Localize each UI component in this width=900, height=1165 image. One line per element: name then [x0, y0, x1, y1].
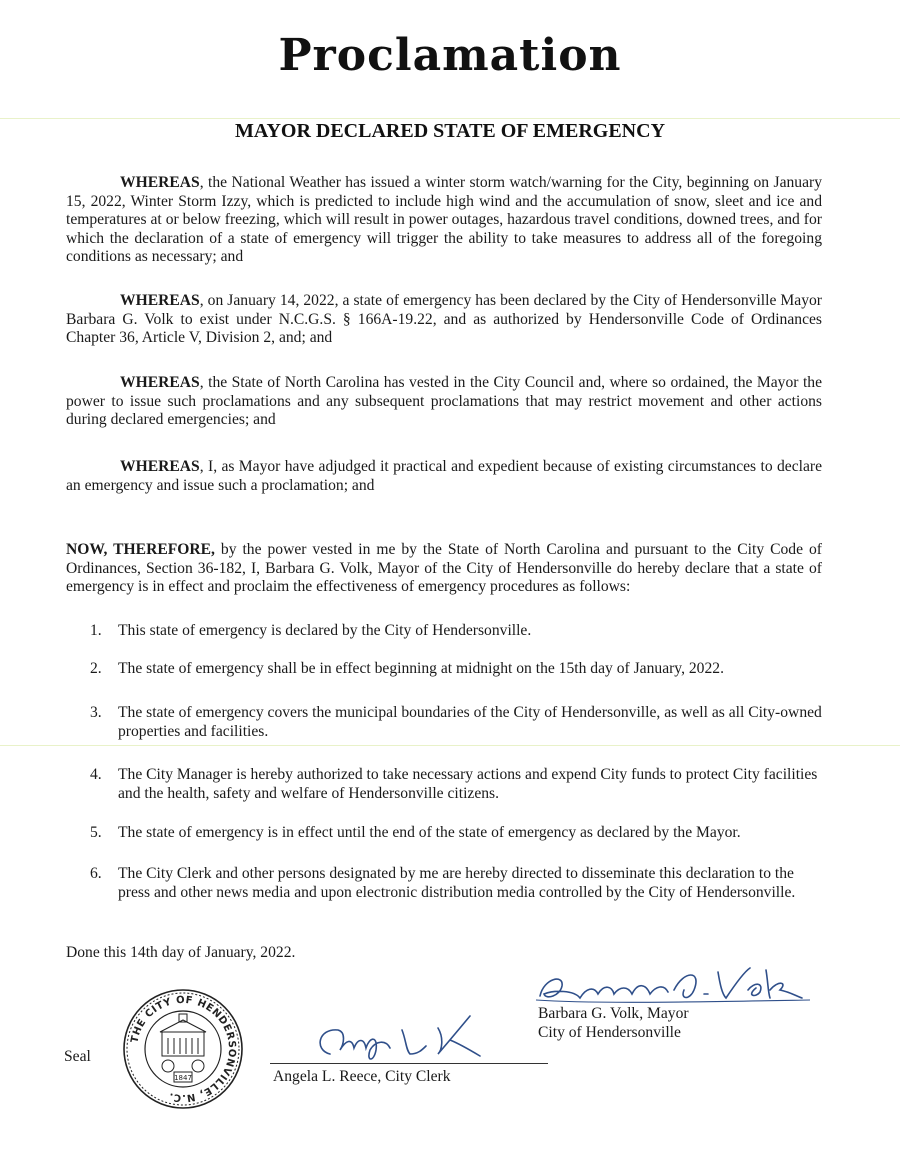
list-item-number: 5. — [90, 824, 102, 841]
mayor-signature-block — [538, 1004, 689, 1042]
list-item — [66, 660, 822, 679]
whereas-paragraph-2 — [66, 292, 822, 348]
now-therefore-paragraph — [66, 541, 822, 597]
seal-year: 1847 — [174, 1074, 192, 1082]
page-title: Proclamation — [278, 30, 622, 81]
clerk-signature — [310, 1010, 500, 1070]
seal-ring-text: THE CITY OF HENDERSONVILLE, N.C. — [129, 994, 238, 1104]
list-item-number: 3. — [90, 704, 102, 721]
clerk-name: Angela L. Reece, City Clerk — [273, 1068, 451, 1085]
whereas-text: , on January 14, 2022, a state of emergency has been declared by the City of Hendersonville Mayor Barbara G. Volk to exist under N.C.G.S. § 166A-19.22, and as authorized by Hendersonville Code of Ordinances Chapter 36, Article V, Division 2, and; and — [66, 292, 822, 347]
whereas-paragraph-4 — [66, 458, 822, 495]
whereas-text: , the National Weather has issued a winter storm watch/warning for the City, beginning on January 15, 2022, Winter Storm Izzy, which is predicted to include high wind and the accumulation of snow, sleet and ice and temperatures at or below freezing, which will result in power outages, hazardous travel conditions, downed trees, and for which the declaration of a state of emergency will trigger the ability to take measures to address all of the foregoing conditions as necessary; and — [66, 174, 822, 266]
list-item — [66, 704, 822, 741]
whereas-text: , the State of North Carolina has vested in the City Council and, where so ordained, the Mayor the power to issue such proclamations and any subsequent proclamations that may restrict movement and other actions during declared emergencies; and — [66, 374, 822, 429]
list-item-text: The state of emergency is in effect until the end of the state of emergency as declared by the Mayor. — [118, 824, 741, 841]
done-date-line: Done this 14th day of January, 2022. — [66, 944, 296, 961]
list-item-text: The state of emergency covers the municipal boundaries of the City of Hendersonville, as well as all City-owned properties and facilities. — [118, 704, 822, 740]
list-item-number: 6. — [90, 865, 102, 882]
list-item — [66, 622, 822, 641]
city-seal-icon — [122, 988, 244, 1110]
scan-artifact-line — [0, 745, 900, 746]
whereas-lead: WHEREAS — [120, 292, 200, 309]
page-subtitle: MAYOR DECLARED STATE OF EMERGENCY — [234, 120, 666, 142]
list-item-text: The City Manager is hereby authorized to take necessary actions and expend City funds to protect City facilities and the health, safety and welfare of Hendersonville citizens. — [118, 766, 818, 802]
now-therefore-text: by the power vested in me by the State of North Carolina and pursuant to the City Code of Ordinances, Section 36-182, I, Barbara G. Volk, Mayor of the City of Hendersonville do hereby declare that a state of emergency is in effect and proclaim the effectiveness of emergency procedures as follows: — [66, 541, 822, 596]
now-therefore-lead: NOW, THEREFORE, — [66, 541, 215, 558]
list-item-text: This state of emergency is declared by the City of Hendersonville. — [118, 622, 532, 639]
mayor-signature — [534, 960, 814, 1010]
scan-artifact-line — [0, 118, 900, 119]
list-item-number: 4. — [90, 766, 102, 783]
clerk-signature-rule — [270, 1063, 548, 1064]
list-item — [66, 824, 822, 843]
whereas-lead: WHEREAS — [120, 174, 200, 191]
whereas-lead: WHEREAS — [120, 458, 200, 475]
whereas-text: , I, as Mayor have adjudged it practical and expedient because of existing circumstances to declare an emergency and issue such a proclamation; and — [66, 458, 822, 494]
whereas-paragraph-3 — [66, 374, 822, 430]
whereas-lead: WHEREAS — [120, 374, 200, 391]
list-item-number: 2. — [90, 660, 102, 677]
list-item-text: The City Clerk and other persons designated by me are hereby directed to disseminate this declaration to the press and other news media and upon electronic distribution media controlled by the City of Hendersonville. — [118, 865, 796, 901]
list-item — [66, 766, 822, 803]
mayor-org: City of Hendersonville — [538, 1024, 681, 1041]
whereas-paragraph-1 — [66, 174, 822, 267]
list-item — [66, 865, 822, 902]
seal-label: Seal — [64, 1048, 91, 1065]
list-item-text: The state of emergency shall be in effect beginning at midnight on the 15th day of January, 2022. — [118, 660, 724, 677]
list-item-number: 1. — [90, 622, 102, 639]
mayor-name: Barbara G. Volk, Mayor — [538, 1005, 689, 1022]
